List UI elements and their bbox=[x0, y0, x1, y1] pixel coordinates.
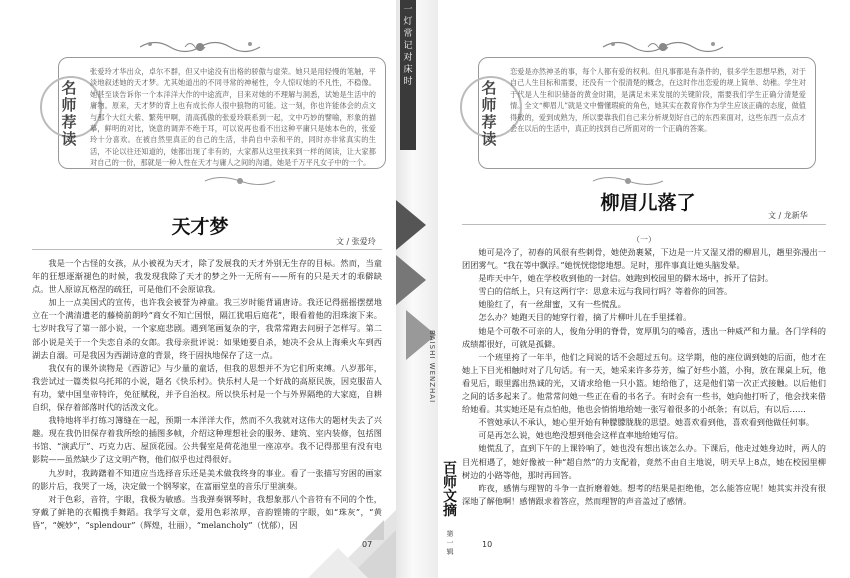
article-author: 文 / 龙新华 bbox=[768, 211, 808, 220]
paragraph: 我是一个古怪的女孩，从小被视为天才，除了发展我的天才外别无生存的目标。然而，当童年的狂想逐渐褪色的时候，我发现我除了天才的梦之外一无所有——所有的只是天才的乖僻缺点。世人原谅瓦格涅的疏狂，可是他们不会原谅我。 bbox=[32, 258, 382, 295]
paragraph: 她可是冷了，初春的风很有些刺骨，她使劲裹紧，下边是一片又湿又滑的柳眉儿，趟里弥漫出一团团雾气。“我在等中飘浮。”她恍恍惚惚地想。足时，那件事真让她头脑发晕。 bbox=[462, 247, 826, 271]
paragraph: 可是再怎么说，她也绝没想到他会这样直率地给她写信。 bbox=[478, 430, 684, 441]
gutter-pinyin: BAISHI WENZHAI bbox=[428, 330, 436, 404]
paragraph: 她脸红了，有一丝甜蜜，又有一些慌乱。 bbox=[478, 299, 626, 310]
article-title: 柳眉儿落了 bbox=[600, 192, 696, 214]
publication-logo: 百师文摘 bbox=[443, 461, 457, 519]
paragraph: 她慌乱了，直到下午的上课铃响了，她也没有想出该怎么办。下课后，他走过她身边时，两人的目光相遇了，她好像被一种“超自然”的力支配着，竟然不由自主地说，明天早上8点，她在校园里柳树边的小路等他，那时再回答。 bbox=[462, 443, 826, 480]
left-page bbox=[0, 0, 396, 578]
paragraph: 加上一点美国式的宣传，也许我会被誉为神童。我三岁时能背诵唐诗。我还记得摇摇摆摆地立在一个满清遗老的藤椅前朗吟“商女不知亡国恨，隔江犹唱后庭花”，眼看着他的泪珠滚下来。七岁时我写了第一部小说，一个家庭悲剧。遇到笔画复杂的字，我常常跑去问厨子怎样写。第二部小说是关于一个失恋自杀的女郎。我母亲批评说：如果她要自杀，她决不会从上海乘火车到西湖去自溺。可是我因为西湖诗意的背景，终于固执地保存了这一点。 bbox=[32, 297, 382, 360]
paragraph: 昨夜，感情与理智的斗争一直折磨着她。想考的结果是拒绝他，怎么能答应呢！她其实并没有很深地了解他啊！感情跟求着答应，然而理智的声音盖过了感情。 bbox=[462, 482, 826, 506]
top-ornament-left bbox=[130, 38, 270, 56]
top-ornament-right bbox=[593, 38, 733, 56]
volume-label: 第一辑 bbox=[446, 530, 454, 556]
paragraph: 是昨天中午，她在学校收到他的一封信。她跑到校园里的僻木场中，拆开了信封。 bbox=[478, 273, 774, 284]
recommendation-text: 张爱玲才华出众，卓尔不群，但又中途没有出格的骄傲与虚荣。她只是用轻慢的笔触，平淡地叙述她的天才梦。尤其她道出的不同寻常的神秘性，令人惊叹她的不凡性，不稳像。她甚至谈告诉你一个本洋洋大作的中途流声，目来对她的不理解与洞悉，试她是生活中的庸物。原来，天才梦的背上也有成长你人很中狼物的可能。这一刻，你也许能体会的点文与那个大红大紫、繁苑甲啊，清高孤傲的张爱玲联系到一起，文中巧妙的譬喻，形象的描摹，鲜明的对比，饶意的调弄不绝于耳，可以说再也看不出这种平庸只是她本色的，张爱玲十分喜欢。在被自然里真正的自己的生活，非尚自中亲和平的，同时亦非常真实的生活，不论以往还知道的，她都出现了非有的，大家都从这里找来到一样的阅读，让大家都对自己的一份，那就是一种人性在天才与庸人之间的沟通，她是千万平凡女子中的一个。 bbox=[90, 67, 376, 168]
section-mark: （一） bbox=[632, 235, 656, 244]
article-author: 文 / 张爱玲 bbox=[336, 237, 376, 246]
paragraph: 我特地将半打练习簿缝在一起，预期一本洋洋大作，然而不久我就对这伟大的题材失去了兴趣。现在我仍旧保存着我所绘的插图多帧，介绍这种理想社会的服务、建筑、室内装修，包括图书馆、“演武厅”、巧克力店、屋顶花园。公共餐室是荷花池里一座凉亭。我不记得那里有没有电影院——虽然缺少了这文明产物，他们似乎也过得很好。 bbox=[32, 415, 382, 465]
paragraph: 对于色彩，音符，字眼，我极为敏感。当我弹奏钢琴时，我想象那八个音符有不同的个性，穿戴了鲜艳的衣帽携手舞蹈。我学写文章，爱用色彩浓厚，音韵铿锵的字眼，如“珠灰”，“黄昏”，“婉妙”，“splendour”（辉煌，壮丽），“melancholy”（忧郁），因 bbox=[32, 493, 382, 530]
series-title: 一灯常记对床时 bbox=[403, 5, 413, 87]
bottom-ornament-left bbox=[200, 174, 280, 192]
title-rule bbox=[462, 224, 826, 225]
recommendation-label: 名师荐读 bbox=[61, 79, 77, 148]
recommendation-label: 名师荐读 bbox=[481, 79, 497, 148]
page-number: 10 bbox=[482, 540, 493, 549]
article-title: 天才梦 bbox=[171, 216, 229, 238]
paragraph: 雪白的信纸上，只有这两行字：思意未远与我同行吗？等着你的回答。 bbox=[478, 286, 733, 297]
right-page bbox=[438, 0, 850, 578]
title-rule bbox=[32, 249, 382, 250]
page-number: 07 bbox=[362, 540, 373, 549]
recommendation-text: 恋爱是亦然神圣的事，每个人都有爱的权利。但凡事都是有条件的，很多学生思想早熟，对于自己人生目标和需要，还没有一个很清楚的概念，在这时作出恋爱的规上简单、幼稚。学生对于代是人生和识储备的黄金时期，是满足未来发展的关键阶段，需要我们学生正确分清楚爱情。全文“柳眉儿”就是文中懵懂瑕疵的角色，她其实在教育你作为学生应该正确的态度，做值得敬的，爱到成熟为，所以要靠我们自己来分析规划好自己的东西来面对，这些东西一点点才会在以后的生活中，真正的找到自己所面对的一个正确的答案。 bbox=[510, 67, 806, 134]
geometric-decoration bbox=[268, 470, 396, 578]
paragraph: 我仅有的课外读物是《西游记》与少量的童话，但我的思想并不为它们所束缚。八岁那年，我尝试过一篇类似乌托邦的小说，题名《快乐村》。快乐村人是一个好战的高原民族，因克服苗人有功，蒙中国皇帝特许，免征赋税，并予自治权。所以快乐村是一个与外界隔绝的大家庭，自耕自织，保存着部落时代的活泼文化。 bbox=[32, 362, 382, 413]
paragraph: 一个班里挎了一年半，他们之间说的话不会超过五句。这学期，他的座位调到她的后面，他才在她上下目光相触时对了几句话。有一天，她采来许多芬芳，编了好些小篮，小狗，放在课桌上玩，他看见后，眼里露出热诚的光，又请求给他一只小篮。她给他了，这是他们第一次正式接触。以后他们之间的话多起来了。他常常问她一些正在看的书名子。有时会有一些书，她向他打听了，他会找来借给她看。其实她还是有点怕他，他也会悄悄地给她一张写着很多的小纸条；有以后，有以后…… bbox=[462, 351, 826, 415]
paragraph: 九岁时，我踌躇着不知道应当选择音乐还是美术做我终身的事业。看了一张描写穷困的画家的影片后，我哭了一场，决定做一个钢琴家，在富丽堂皇的音乐厅里演奏。 bbox=[32, 467, 382, 491]
article-body bbox=[462, 246, 826, 518]
paragraph: 她是个可敬不可亲的人，俊角分明的脊骨，宽厚肌匀的嗓音，透出一种威严和力量。各门学科的成绩都很好，可就是孤僻。 bbox=[462, 325, 826, 349]
paragraph: 怎么办？她跑天目的她穿行着，摘了片柳叶儿在手里揉着。 bbox=[478, 312, 692, 323]
paragraph: 不管她承认不承认，她心里开始有种朦朦胧胧的思望。她喜欢看到他，喜欢看到他做任何事。 bbox=[478, 417, 815, 428]
